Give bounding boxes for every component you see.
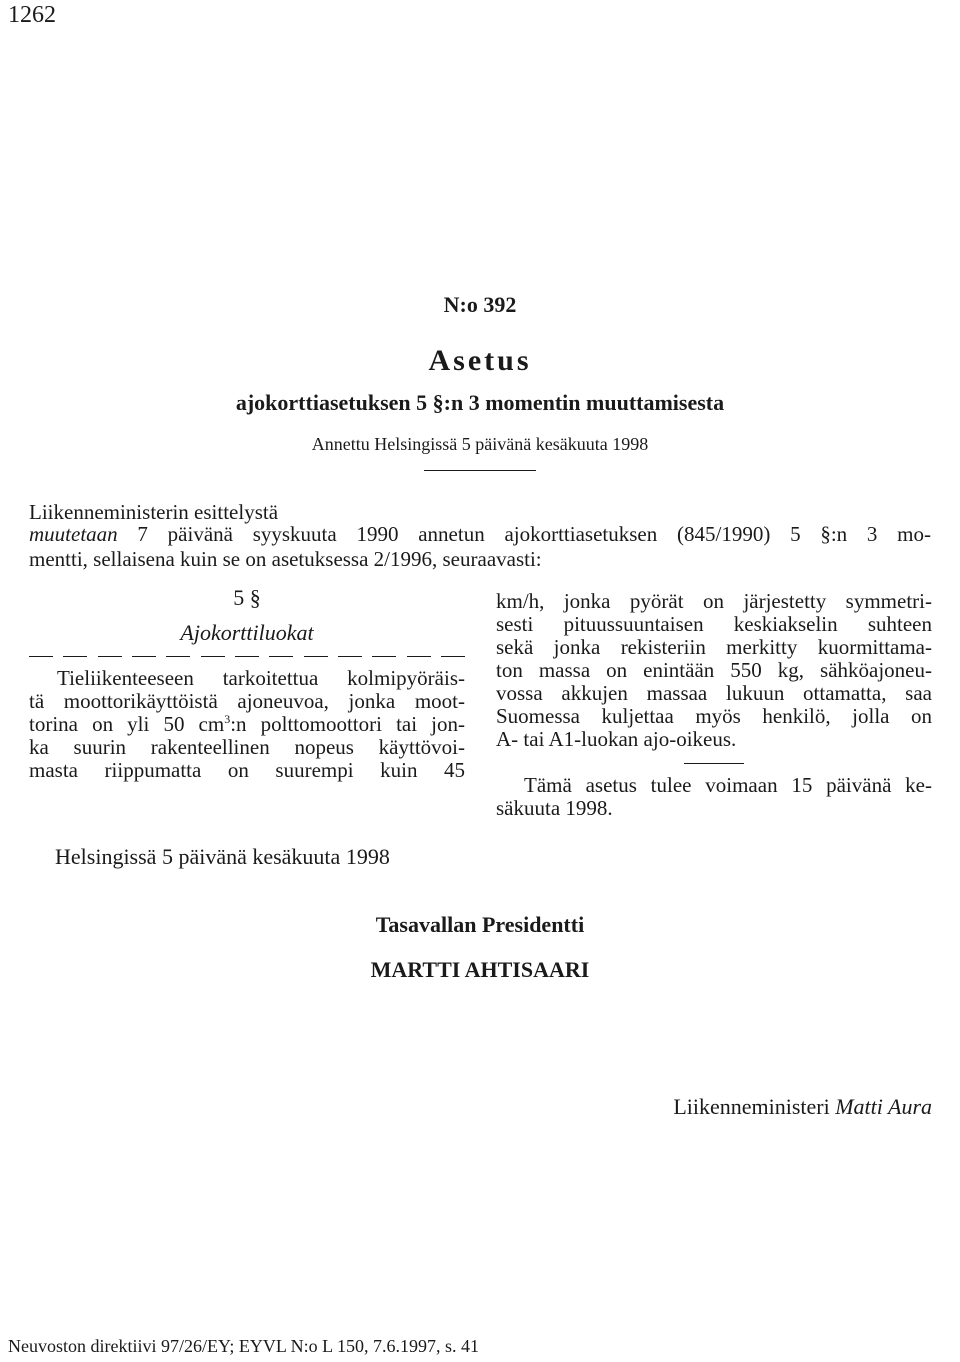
president-title: Tasavallan Presidentti (375, 912, 585, 937)
president-name: MARTTI AHTISAARI (370, 957, 590, 982)
amendment-lead-word: muutetaan (29, 522, 118, 546)
right-line-5: vossa akkujen massaa lukuun ottamatta, saa (496, 681, 932, 705)
cubic-superscript: 3 (224, 712, 231, 726)
left-column (29, 586, 465, 782)
right-line-2: sesti pituussuuntaisen keskiakselin suhteen (496, 612, 932, 636)
entry-line-2: säkuuta 1998. (496, 796, 613, 820)
section-heading: Ajokorttiluokat (180, 620, 314, 645)
amendment-line-1-rest: 7 päivänä syyskuuta 1990 annetun ajokorttiasetuksen (845/1990) 5 §:n 3 mo- (117, 522, 931, 546)
title-divider (424, 470, 536, 471)
entry-into-force (496, 774, 932, 820)
amendment-line-1 (29, 522, 931, 547)
document-title: Asetus (428, 344, 532, 377)
presenter-line: Liikenneministerin esittelystä (29, 500, 279, 524)
omitted-text-dashes (29, 656, 465, 657)
amendment-line-2: mentti, sellaisena kuin se on asetuksessa 2/1996, seuraavasti: (29, 547, 542, 571)
left-line-1: Tieliikenteeseen tarkoitettua kolmipyöräis- (57, 666, 465, 690)
amendment-paragraph (29, 522, 931, 572)
right-line-4: ton massa on enintään 550 kg, sähköajoneu- (496, 658, 932, 682)
right-line-6: Suomessa kuljettaa myös henkilö, jolla on (496, 704, 932, 728)
right-column-text (496, 590, 932, 751)
left-line-2: tä moottorikäyttöistä ajoneuvoa, jonka moot- (29, 689, 465, 713)
left-line-3-start: torina on yli 50 cm (29, 712, 225, 736)
minister-name: Matti Aura (835, 1094, 932, 1119)
document-subtitle: ajokorttiasetuksen 5 §:n 3 momentin muuttamisesta (235, 390, 725, 415)
left-line-3-end: :n polttomoottori tai jon- (230, 712, 465, 736)
right-column (496, 590, 932, 820)
left-column-text (29, 667, 465, 782)
left-line-4: ka suurin rakenteellinen nopeus käyttövoi- (29, 735, 465, 759)
minister-signature (673, 1094, 932, 1120)
footnote: Neuvoston direktiivi 97/26/EY; EYVL N:o L 150, 7.6.1997, s. 41 (8, 1336, 479, 1356)
right-line-7: A- tai A1-luokan ajo-oikeus. (496, 727, 737, 751)
section-end-divider (684, 763, 744, 764)
given-line: Annettu Helsingissä 5 päivänä kesäkuuta 1998 (311, 434, 649, 454)
page-number: 1262 (8, 2, 56, 28)
section-number: 5 § (233, 585, 261, 610)
place-and-date: Helsingissä 5 päivänä kesäkuuta 1998 (55, 844, 390, 869)
entry-line-1: Tämä asetus tulee voimaan 15 päivänä ke- (524, 773, 932, 797)
left-line-5: masta riippumatta on suurempi kuin 45 (29, 758, 465, 782)
statute-number: N:o 392 (443, 292, 517, 317)
minister-title: Liikenneministeri (673, 1094, 830, 1119)
left-line-3 (29, 713, 465, 736)
right-line-1: km/h, jonka pyörät on järjestetty symmetri- (496, 589, 932, 613)
right-line-3: sekä jonka rekisteriin merkitty kuormittama- (496, 635, 932, 659)
